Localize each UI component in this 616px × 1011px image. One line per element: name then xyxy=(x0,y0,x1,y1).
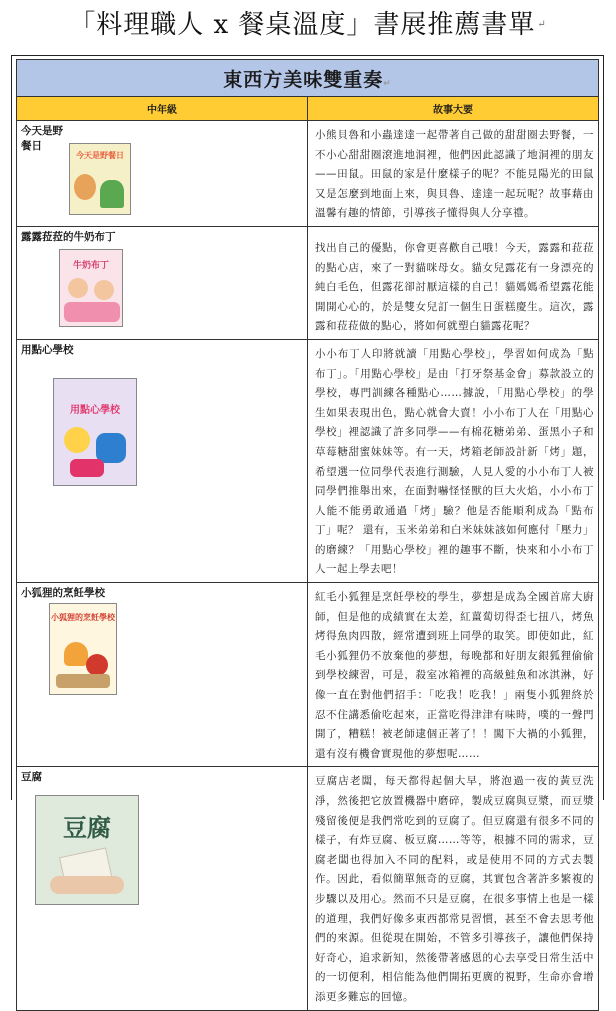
book-cell xyxy=(17,121,308,227)
book-cell xyxy=(17,767,308,1010)
book-cover-image xyxy=(59,249,123,327)
book-cover-image xyxy=(35,795,139,905)
table-row xyxy=(17,583,599,767)
cover-title: 牛奶布丁 xyxy=(72,260,109,271)
cover-title: 用點心學校 xyxy=(70,404,120,416)
story-summary: 紅毛小狐狸是烹飪學校的學生，夢想是成為全國首席大廚師，但是他的成績實在太差，紅薑蔔切得歪七扭八，烤魚烤得魚肉四散，經常遭到班上同學的取笑。即使如此，紅毛小狐狸仍不放棄他的夢想，每晚都和好朋友銀狐狸偷偷到學校練習，可是，殺室冰箱裡的高級鮭魚和冰淇淋，好像一直在對他們招手：「吃我！吃我！」兩隻小狐狸終於忍不住講悉偷吃起來，正當吃得津津有味時，噗的一聲門開了，糟糕！被老師逮個正著了！！闖下大禍的小狐狸，還有沒有機會實現他的夢想呢…… xyxy=(315,591,594,760)
column-header-grade xyxy=(17,97,308,121)
page-title-text: 「料理職人 x 餐桌溫度」書展推薦書單 xyxy=(69,10,536,40)
story-summary: 小小布丁人印將就讀「用點心學校」，學習如何成為「點布丁」。「用點心學校」是由「打牙祭基金會」募款設立的學校，專門訓練各種點心……據說，「用點心學校」的學生如果表現出色，點心就會大賣！小小布丁人在「用點心學校」裡認識了許多同學——有棉花糖弟弟、蛋黑小子和草莓糖甜蜜妹妹等。有一天，烤箱老師設計新「烤」題，希望選一位同學代表進行測驗，人見人愛的小小布丁人被同學們推舉出來，在面對嚇怪怪獸的巨大火焰，小小布丁人能不能勇敢通過「烤」驗？他是否能順利成為「點布丁」呢？ 還有，玉米弟弟和白米妹妹該如何應付「壓力」的磨練？「用點心學校」裡的趣事不斷，快來和小小布丁人一起上學去吧！ xyxy=(315,347,594,576)
story-cell xyxy=(308,121,599,227)
table-row xyxy=(17,121,599,227)
table-row xyxy=(17,339,599,582)
book-cell xyxy=(17,339,308,582)
story-summary: 小熊貝魯和小蟲達達一起帶著自己做的甜甜圈去野餐，一不小心甜甜圈滾進地洞裡，他們因此認識了地洞裡的朋友——田鼠。田鼠的家是什麼樣子的呢？不能見陽光的田鼠又是怎麼到地面上來，與貝魯、達達一起玩呢？故事藉由溫馨有趣的情節，引導孩子懂得與人分享禮。 xyxy=(315,129,594,220)
story-cell xyxy=(308,226,599,339)
column-header-summary xyxy=(308,97,599,121)
story-cell xyxy=(308,339,599,582)
cover-title: 小狐狸的烹飪學校 xyxy=(51,613,115,623)
story-cell xyxy=(308,583,599,767)
book-cover-image xyxy=(69,143,131,215)
story-cell xyxy=(308,767,599,1010)
book-cell xyxy=(17,226,308,339)
grade-header-text: 中年級 xyxy=(147,105,177,116)
theme-title: 東西方美味雙重奏 xyxy=(223,68,384,91)
theme-heading xyxy=(17,60,599,97)
cover-title: 豆腐 xyxy=(63,813,111,843)
paragraph-mark-icon: ↵ xyxy=(537,19,547,30)
paragraph-mark-icon: ↵ xyxy=(383,78,392,89)
summary-header-text: 故事大要 xyxy=(433,105,473,116)
book-title: 露露菈菈的牛奶布丁 xyxy=(21,230,116,243)
page-title xyxy=(0,8,616,42)
story-summary: 豆腐店老闆，每天都得起個大早，將泡過一夜的黃豆洗淨，然後把它放置機器中磨碎，製成豆腐與豆漿，而豆漿殘留後便是我們常吃到的豆腐了。但豆腐還有很多不同的樣子，有炸豆腐、板豆腐……等等，根據不同的需求，豆腐老闆也得加入不同的配料，或是使用不同的方式去製作。因此，看似簡單無奇的豆腐，其實包含著許多繁複的步驟以及用心。然而不只是豆腐，在很多事情上也是一樣的道理，我們好像多東西都常見習慣，甚至不會去思考他們的來源。但從現在開始，不管多引導孩子，讓他們保持好奇心，追求新知，然後帶著感恩的心去享受日常生活中的一切便利，相信能為他們開拓更廣的視野，生命亦會增添更多難忘的回憶。 xyxy=(315,775,594,1003)
book-title: 豆腐 xyxy=(21,771,42,784)
book-cover-image xyxy=(49,603,117,695)
table-row xyxy=(17,767,599,1010)
book-cover-image xyxy=(53,378,137,486)
book-title: 用點心學校 xyxy=(21,343,74,356)
table-row xyxy=(17,226,599,339)
document-frame xyxy=(11,55,604,1003)
book-cell xyxy=(17,583,308,767)
story-summary: 找出自己的優點，你會更喜歡自己哦！今天，露露和菈菈的點心店，來了一對貓咪母女。貓女兒露花有一身漂亮的純白毛色，但露花卻討厭這樣的自己！貓媽媽希望露花能開開心心的，於是雙女兒訂一個生日蛋糕慶生。這次，露露和菈菈做的點心，將如何就塑白貓露花呢？ xyxy=(315,241,594,333)
book-title: 今天是野餐日 xyxy=(21,125,63,152)
book-list-table xyxy=(16,59,599,1011)
cover-title: 今天是野餐日 xyxy=(76,151,124,160)
book-title: 小狐狸的烹飪學校 xyxy=(21,587,105,600)
